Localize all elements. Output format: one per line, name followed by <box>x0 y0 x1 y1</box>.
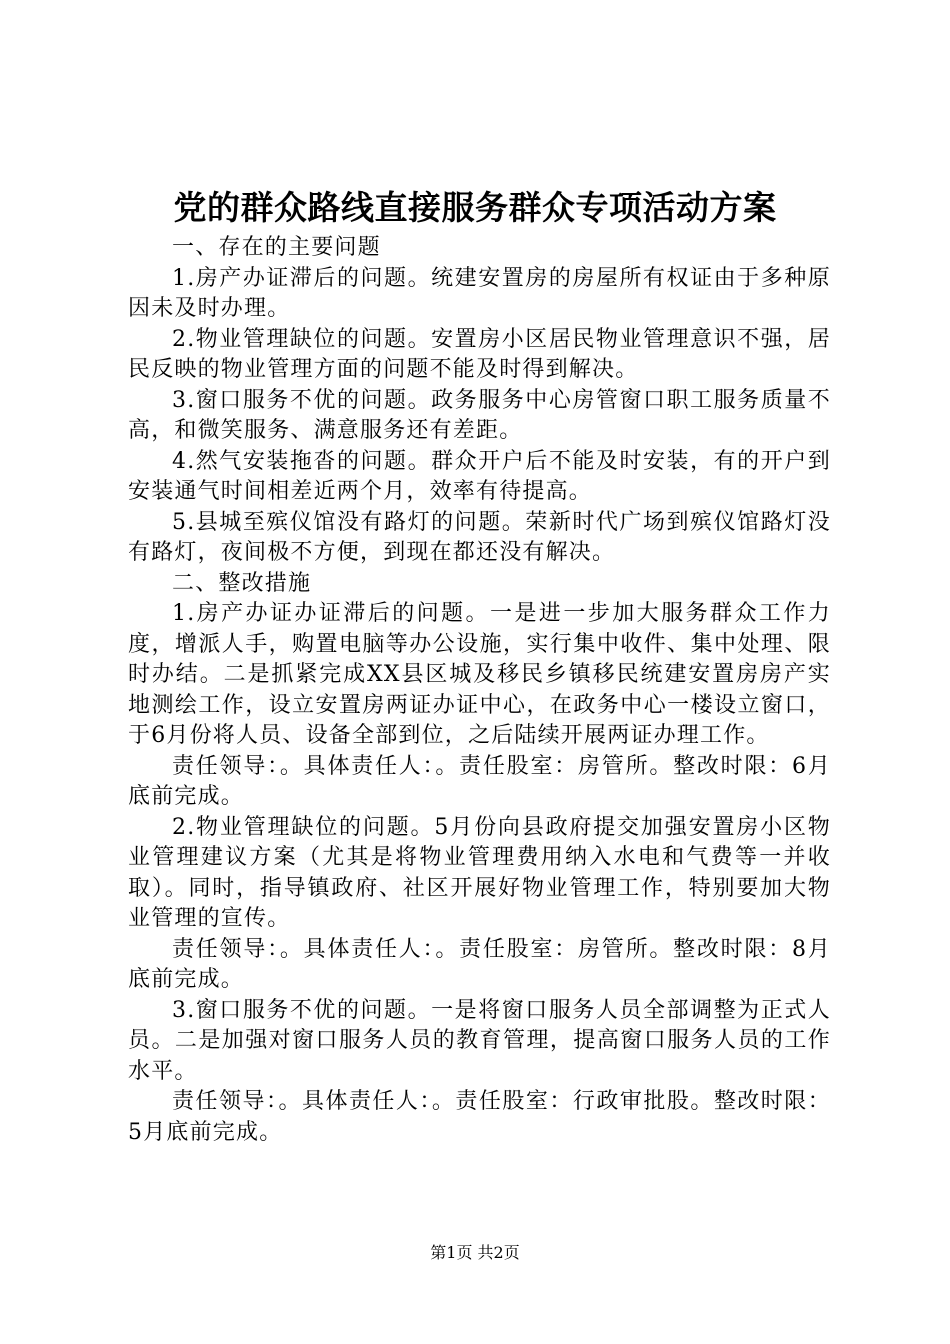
paragraph-problem-1: 1.房产办证滞后的问题。统建安置房的房屋所有权证由于多种原因未及时办理。 <box>128 265 831 321</box>
paragraph-responsibility-2: 责任领导：。具体责任人：。责任股室：房管所。整改时限：8月底前完成。 <box>128 936 831 992</box>
section-heading-measures: 二、整改措施 <box>172 570 312 596</box>
paragraph-problem-4: 4.然气安装拖沓的问题。群众开户后不能及时安装，有的开户到安装通气时间相差近两个月，效率有待提高。 <box>128 448 831 504</box>
document-body <box>128 233 831 1148</box>
paragraph-problem-3: 3.窗口服务不优的问题。政务服务中心房管窗口职工服务质量不高，和微笑服务、满意服务还有差距。 <box>128 387 831 443</box>
paragraph-responsibility-3: 责任领导：。具体责任人：。责任股室：行政审批股。整改时限：5月底前完成。 <box>128 1089 831 1145</box>
paragraph-responsibility-1: 责任领导：。具体责任人：。责任股室：房管所。整改时限：6月底前完成。 <box>128 753 831 809</box>
page-footer: 第1页 共2页 <box>430 1243 520 1262</box>
paragraph-measure-2: 2.物业管理缺位的问题。5月份向县政府提交加强安置房小区物业管理建议方案（尤其是将物业管理费用纳入水电和气费等一并收取）。同时，指导镇政府、社区开展好物业管理工作，特别要加大物业管理的宣传。 <box>128 814 831 931</box>
section-heading-problems: 一、存在的主要问题 <box>172 235 381 260</box>
document-title: 党的群众路线直接服务群众专项活动方案 <box>173 188 777 227</box>
paragraph-measure-1: 1.房产办证办证滞后的问题。一是进一步加大服务群众工作力度，增派人手，购置电脑等办公设施，实行集中收件、集中处理、限时办结。二是抓紧完成XX县区城及移民乡镇移民统建安置房房产实地测绘工作，设立安置房两证办证中心，在政务中心一楼设立窗口，于6月份将人员、设备全部到位，之后陆续开展两证办理工作。 <box>128 601 831 748</box>
paragraph-problem-2: 2.物业管理缺位的问题。安置房小区居民物业管理意识不强，居民反映的物业管理方面的问题不能及时得到解决。 <box>128 326 831 382</box>
paragraph-problem-5: 5.县城至殡仪馆没有路灯的问题。荣新时代广场到殡仪馆路灯没有路灯，夜间极不方便，到现在都还没有解决。 <box>128 509 831 565</box>
paragraph-measure-3: 3.窗口服务不优的问题。一是将窗口服务人员全部调整为正式人员。二是加强对窗口服务人员的教育管理，提高窗口服务人员的工作水平。 <box>128 997 831 1084</box>
